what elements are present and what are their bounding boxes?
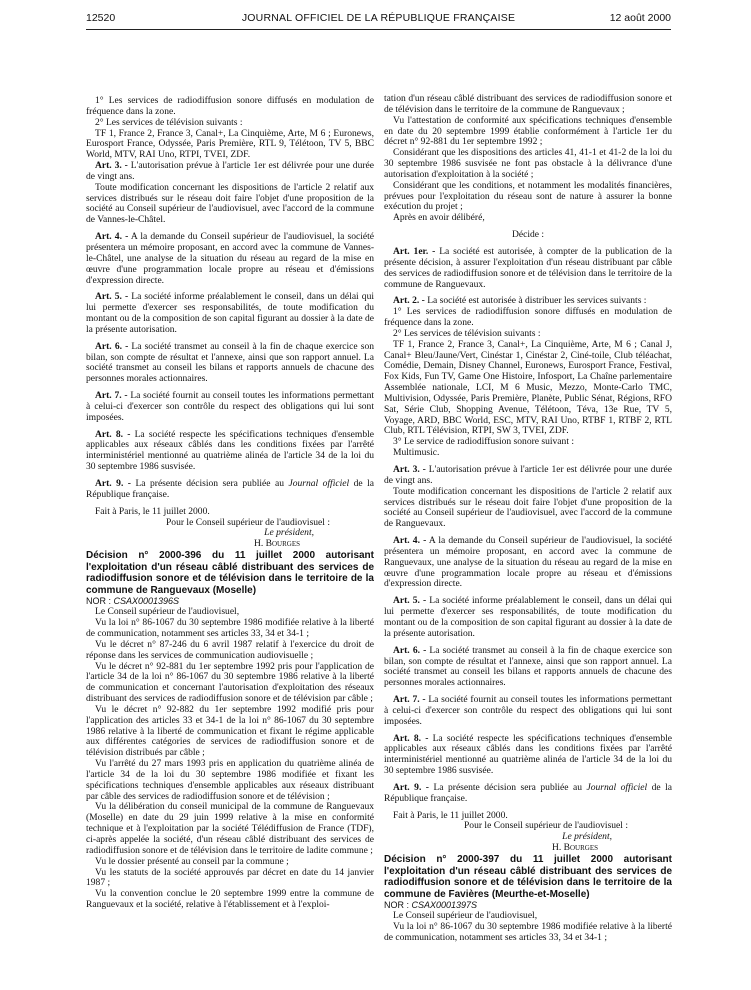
paragraph: 2° Les services de télévision suivants : [393, 327, 541, 339]
article-label: Art. 4. - [393, 535, 427, 547]
paragraph: Après en avoir délibéré, [393, 212, 485, 224]
paragraph: Considérant que les dispositions des articles 41, 41-1 et 41-2 de la loi du 30 septembre 1986 susvisée ne font pas obstacle à la délivrance d'une autorisation d'exploitation à la société ; [384, 147, 672, 180]
paragraph: Toute modification concernant les dispositions de l'article 2 relatif aux services distribués sur le réseau doit faire l'objet d'une proposition de la société au Conseil supérieur de l'audiovisuel, avec l'accord de la commune de Ranguevaux. [384, 485, 672, 530]
paragraph: TF 1, France 2, France 3, Canal+, La Cinquième, Arte, M 6 ; Canal J, Canal+ Bleu/Jaune/Vert, Cinéstar 1, Cinéstar 2, Ciné-toile, Club téléachat, Comédie, Demain, Disney Channel, Euronews, Eurosport France, Festival, Fox Kids, Fun TV, Game One Histoire, Infosport, La Chaîne parlementaire Assemblée nationale, LCI, M 6 Music, Mezzo, Monte-Carlo TMC, Multivision, Odyssée, Paris Première, Planète, Public Sénat, Régions, RFO Sat, Série Club, Shopping Avenue, Télétoon, Téva, 13e Rue, TV 5, Voyage, ARD, BBC World, ESC, MTV, RAI Uno, RTBF 1, RTBF 2, RTL Club, RTL Télévision, RTPI, SW 3, TVEI, ZDF. [384, 338, 672, 437]
article-text: L'autorisation prévue à l'article 1er est délivrée pour une durée de vingt ans. [384, 464, 673, 486]
article-text-end: de la République française. [384, 781, 672, 804]
signature-authority: Pour le Conseil supérieur de l'audiovisuel : [464, 820, 628, 832]
article-7 [384, 695, 672, 728]
paragraph: Considérant que les conditions, et notamment les modalités financières, prévues pour l'exploitation du réseau sont de nature à assurer la bonne exécution du projet ; [384, 179, 672, 213]
paragraph: Vu les statuts de la société approuvés par décret en date du 14 janvier 1987 ; [86, 866, 374, 889]
paragraph: 3° Le service de radiodiffusion sonore suivant : [393, 436, 575, 448]
paragraph: Le Conseil supérieur de l'audiovisuel, [393, 910, 538, 922]
article-text: La société fournit au conseil toutes les informations permettant à celui-ci d'exercer son contrôle du respect des obligations qui lui sont imposées. [384, 694, 672, 727]
article-8 [86, 430, 374, 473]
article-6 [86, 342, 374, 385]
article-3 [86, 161, 374, 183]
article-text: La société est autorisée à distribuer les services suivants : [424, 295, 647, 307]
article-label: Art. 8. - [95, 428, 131, 440]
article-label: Art. 5. - [95, 291, 129, 303]
article-label: Art. 7. - [393, 694, 426, 706]
article-7 [86, 391, 374, 424]
paragraph: Vu l'attestation de conformité aux spécifications techniques d'ensemble en date du 20 septembre 1999 établie conformément à l'article 1er du décret n° 92-881 du 1er septembre 1992 ; [384, 114, 672, 148]
paragraph: Vu la loi n° 86-1067 du 30 septembre 1986 modifiée relative à la liberté de communication, notamment ses articles 33, 34 et 34-1 ; [384, 921, 672, 943]
paragraph: Vu le décret n° 87-246 du 6 avril 1987 relatif à l'exercice du droit de réponse dans les services de communication audiovisuelle ; [86, 638, 374, 661]
article-1 [384, 247, 672, 290]
paragraph: Vu le dossier présenté au conseil par la commune ; [95, 855, 289, 867]
article-label: Art. 3. - [393, 464, 426, 475]
signing-place-date: Fait à Paris, le 11 juillet 2000. [95, 505, 210, 517]
paragraph: Vu la loi n° 86-1067 du 30 septembre 1986 modifiée relative à la liberté de communication, notamment ses articles 33, 34 et 34-1 ; [86, 617, 374, 639]
article-label: Art. 4. - [95, 231, 129, 243]
article-label: Art. 7. - [95, 390, 128, 402]
decision-title: Décision n° 2000-396 du 11 juillet 2000 autorisant l'exploitation d'un réseau câblé distribuant des services de radiodiffusion sonore et de télévision dans le territoire de la commune de Ranguevaux (Moselle) [86, 550, 374, 596]
page-header [86, 12, 671, 28]
article-text: La société transmet au conseil à la fin de chaque exercice son bilan, son compte de résultat et l'annexe, ainsi que son rapport annuel. La société transmet au conseil les bilans et rapports annuels de chacune des personnes morales actionnaires. [384, 644, 672, 689]
journal-name: Journal officiel [586, 781, 648, 793]
signature-title: Le président, [264, 527, 314, 539]
header-rule [86, 29, 671, 30]
article-text-end: de la République française. [86, 478, 374, 500]
article-label: Art. 9. - [393, 781, 429, 793]
article-text: La société transmet au conseil à la fin de chaque exercice son bilan, son compte de résultat et l'annexe, ainsi que son rapport annuel. La société transmet au conseil les bilans et rapports annuels de chacune des personnes morales actionnaires. [86, 340, 374, 385]
paragraph: Multimusic. [393, 447, 440, 459]
article-text: A la demande du Conseil supérieur de l'audiovisuel, la société présentera un mémoire proposant, en accord avec la commune de Vannes-le-Châtel, une analyse de la situation du réseau au regard de la mise en œuvre d'une programmation locale propre au réseau et d'émissions d'expression directe. [86, 231, 374, 286]
article-label: Art. 5. - [393, 595, 427, 607]
decision-title: Décision n° 2000-397 du 11 juillet 2000 autorisant l'exploitation d'un réseau câblé distribuant des services de radiodiffusion sonore et de télévision dans le territoire de la commune de Favières (Meurthe-et-Moselle) [384, 854, 672, 900]
article-text: La société respecte les spécifications techniques d'ensemble applicables aux réseaux câblés dans les conditions fixées par l'arrêté interministériel mentionné au quatrième alinéa de l'article 34 de la loi du 30 septembre 1986 susvisée. [384, 732, 672, 777]
signing-place-date: Fait à Paris, le 11 juillet 2000. [393, 809, 508, 821]
paragraph: Vu la convention conclue le 20 septembre 1999 entre la commune de Ranguevaux et la société, relative à l'établissement et à l'exploi- [86, 888, 374, 911]
nor-code: CSAX0001396S [113, 596, 180, 607]
article-text: La présente décision sera publiée au [428, 781, 587, 793]
article-6 [384, 646, 672, 689]
article-text: La société respecte les spécifications techniques d'ensemble applicables aux réseaux câblés dans les conditions fixées par l'arrêté interministériel mentionné au quatrième alinéa de l'article 34 de la loi du 30 septembre 1986 susvisée. [86, 428, 374, 473]
paragraph: Le Conseil supérieur de l'audiovisuel, [95, 606, 240, 618]
left-column [86, 96, 374, 911]
article-text: La société est autorisée, à compter de la publication de la présente décision, à assurer l'exploitation d'un réseau distribuant par câble des services de radiodiffusion sonore et de télévision dans le territoire de la commune de Ranguevaux. [384, 245, 672, 290]
signature-title: Le président, [562, 831, 612, 843]
article-3 [384, 465, 672, 487]
page-number: 12520 [86, 12, 116, 24]
article-label: Art. 2. - [393, 295, 425, 307]
article-label: Art. 6. - [95, 340, 129, 352]
article-label: Art. 1er. - [393, 245, 436, 257]
paragraph: Vu le décret n° 92-882 du 1er septembre 1992 modifié pris pour l'application des articles 33 et 34-1 de la loi n° 86-1067 du 30 septembre 1986 relative à la liberté de communication et fixant le régime applicable aux différentes catégories de services de radiodiffusion sonore et de télévision distribués par câble ; [86, 703, 374, 759]
journal-title: JOURNAL OFFICIEL DE LA RÉPUBLIQUE FRANÇAISE [241, 12, 516, 24]
article-5 [384, 596, 672, 639]
article-text: La société informe préalablement le conseil, dans un délai qui lui permette d'exercer ses responsabilités, de toute modification du montant ou de la composition de son capital figurant au dossier à la date de la présente autorisation. [384, 595, 672, 639]
article-4 [384, 536, 672, 590]
paragraph: Vu le décret n° 92-881 du 1er septembre 1992 pris pour l'application de l'article 34 de la loi n° 86-1067 du 30 septembre 1986 relative à la liberté de communication et concernant l'autorisation d'exploitation des réseaux distribuant des services de radiodiffusion sonore et de télévision par câble ; [86, 660, 374, 705]
article-9 [86, 479, 374, 501]
article-5 [86, 292, 374, 335]
article-label: Art. 8. - [393, 732, 429, 744]
article-label: Art. 3. - [95, 160, 128, 172]
paragraph: 1° Les services de radiodiffusion sonore diffusés en modulation de fréquence dans la zone. [86, 95, 374, 117]
issue-date: 12 août 2000 [609, 12, 671, 24]
article-text: A la demande du Conseil supérieur de l'audiovisuel, la société présentera un mémoire proposant, en accord avec la commune de Ranguevaux, une analyse de la situation du réseau au regard de la mise en œuvre d'une programmation locale propre au réseau et d'émissions d'expression directe. [384, 535, 672, 590]
nor-code: CSAX0001397S [411, 900, 478, 911]
journal-name: Journal officiel [288, 478, 350, 489]
article-label: Art. 9. - [95, 478, 131, 489]
decide-heading: Décide : [511, 229, 545, 241]
article-9 [384, 783, 672, 805]
article-label: Art. 6. - [393, 644, 427, 656]
nor-label: NOR : [86, 596, 114, 607]
signature-name: H. Bourges [551, 842, 598, 854]
paragraph: 2° Les services de télévision suivants : [95, 116, 243, 128]
paragraph: 1° Les services de radiodiffusion sonore diffusés en modulation de fréquence dans la zone. [384, 306, 672, 329]
article-text: La société informe préalablement le conseil, dans un délai qui lui permette d'exercer ses responsabilités, de toute modification du montant ou de la composition de son capital figurant au dossier à la date de la présente autorisation. [86, 291, 374, 335]
signature-name: H. Bourges [253, 538, 300, 550]
article-text: La société fournit au conseil toutes les informations permettant à celui-ci d'exercer son contrôle du respect des obligations qui lui sont imposées. [86, 390, 374, 423]
paragraph: Vu la délibération du conseil municipal de la commune de Ranguevaux (Moselle) en date du 29 juin 1999 relative à la mise en conformité technique et à l'exploitation par la société Télédiffusion de France (TDF), ci-après appelée la société, d'un réseau câblé distribuant des services de radiodiffusion sonore et de télévision dans le territoire de ladite commune ; [86, 801, 374, 856]
paragraph: tation d'un réseau câblé distribuant des services de radiodiffusion sonore et de télévision dans le territoire de la commune de Ranguevaux ; [384, 93, 672, 115]
paragraph: Vu l'arrêté du 27 mars 1993 pris en application du quatrième alinéa de l'article 34 de la loi du 30 septembre 1986 modifiée et fixant les spécifications techniques d'ensemble applicables aux réseaux distribuant par câble des services de radiodiffusion sonore et de télévision ; [86, 758, 374, 802]
paragraph: Toute modification concernant les dispositions de l'article 2 relatif aux services distribués sur le réseau doit faire l'objet d'une proposition de la société au Conseil supérieur de l'audiovisuel, avec l'accord de la commune de Vannes-le-Châtel. [86, 181, 374, 226]
article-text: L'autorisation prévue à l'article 1er est délivrée pour une durée de vingt ans. [86, 160, 375, 182]
article-8 [384, 734, 672, 777]
nor-label: NOR : [384, 900, 412, 911]
article-4 [86, 232, 374, 286]
article-text: La présente décision sera publiée au [130, 478, 289, 489]
paragraph: TF 1, France 2, France 3, Canal+, La Cinquième, Arte, M 6 ; Euronews, Eurosport France, Odyssée, Paris Première, RTL 9, Télétoon, TV 5, BBC World, MTV, RAI Uno, RTPI, TVEI, ZDF. [86, 127, 374, 161]
right-column [384, 94, 672, 944]
signature-authority: Pour le Conseil supérieur de l'audiovisuel : [166, 516, 330, 528]
